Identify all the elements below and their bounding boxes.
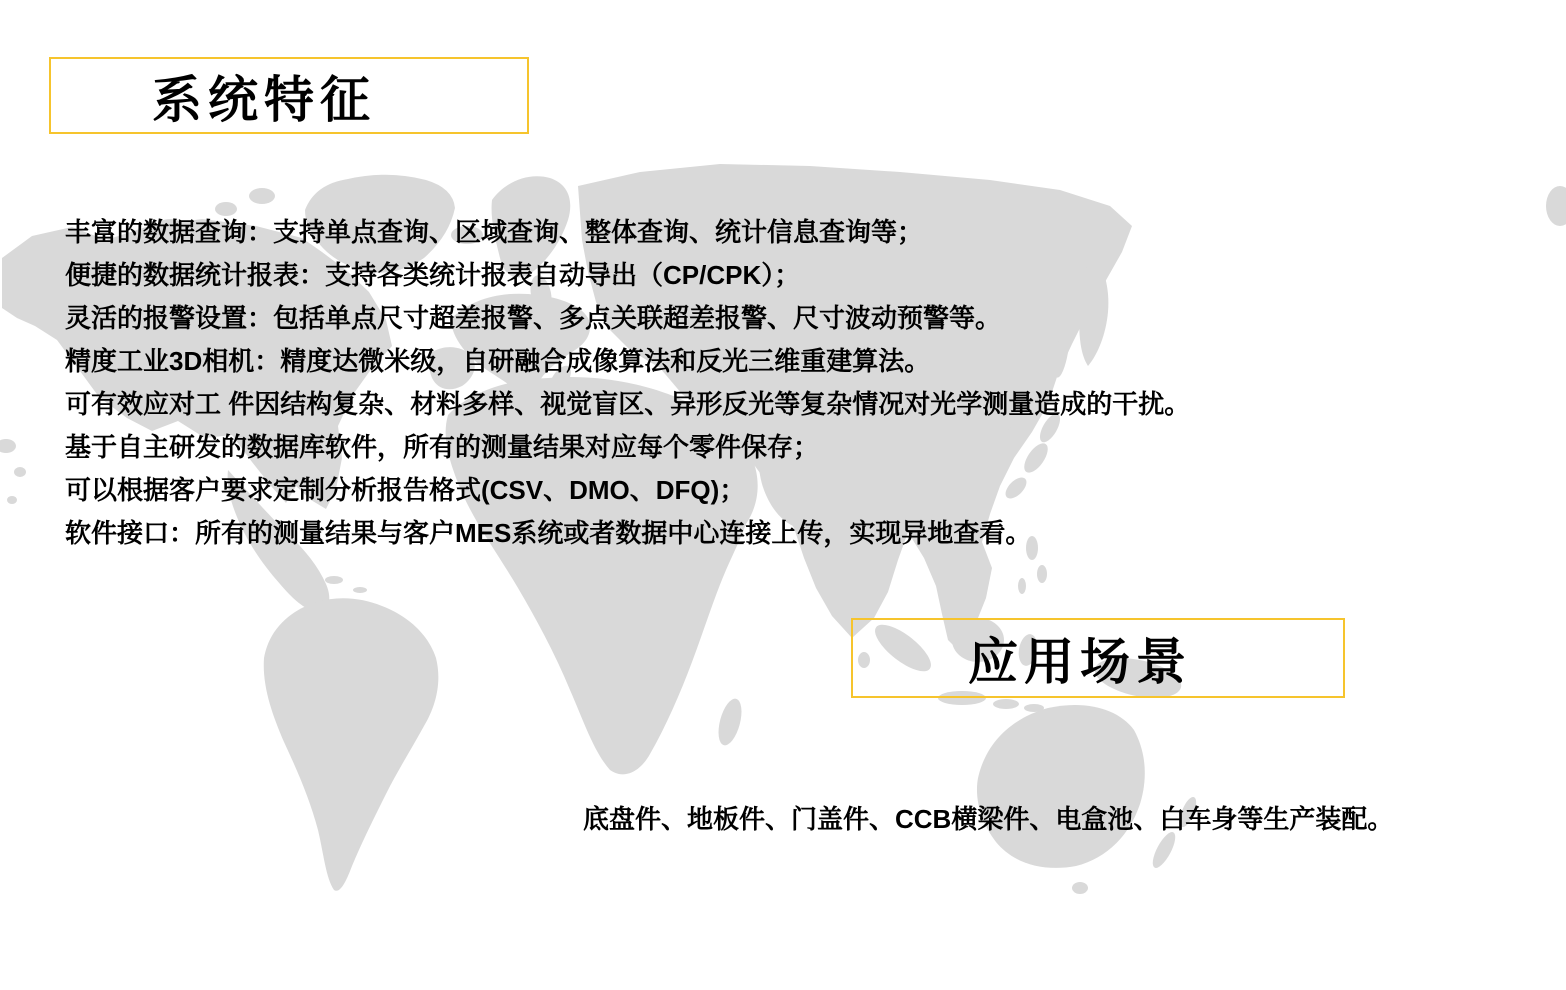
map-caribbean-island xyxy=(325,576,343,584)
map-south-america xyxy=(264,598,439,890)
map-left-islet xyxy=(7,496,17,504)
map-madagascar xyxy=(714,696,746,748)
feature-item: 可以根据客户要求定制分析报告格式(CSV、DMO、DFQ)； xyxy=(65,475,746,505)
feature-item: 可有效应对工 件因结构复杂、材料多样、视觉盲区、异形反光等复杂情况对光学测量造成的干扰。 xyxy=(65,389,1191,419)
map-philippines-island xyxy=(1018,578,1026,594)
applications-title-box xyxy=(851,618,1345,698)
map-java-island xyxy=(993,699,1019,709)
applications-title: 应用场景 xyxy=(968,634,1192,690)
map-east-russia-fragment xyxy=(1546,186,1566,226)
map-left-islet xyxy=(0,439,16,453)
feature-item: 灵活的报警设置：包括单点尺寸超差报警、多点关联超差报警、尺寸波动预警等。 xyxy=(65,303,1002,333)
map-caribbean-island xyxy=(353,587,367,593)
map-tasmania xyxy=(1072,882,1088,894)
map-caribbean-island xyxy=(289,568,315,576)
feature-item: 精度工业3D相机：精度达微米级，自研融合成像算法和反光三维重建算法。 xyxy=(65,346,931,376)
features-list xyxy=(65,211,1190,555)
map-australia xyxy=(977,705,1145,868)
map-arctic-island xyxy=(249,188,275,204)
feature-item: 丰富的数据查询：支持单点查询、区域查询、整体查询、统计信息查询等； xyxy=(65,217,924,247)
map-left-islet xyxy=(14,467,26,477)
features-title: 系统特征 xyxy=(152,71,376,128)
map-philippines-island xyxy=(1037,565,1047,583)
feature-item: 软件接口：所有的测量结果与客户MES系统或者数据中心连接上传，实现异地查看。 xyxy=(65,518,1032,548)
applications-text: 底盘件、地板件、门盖件、CCB横梁件、电盒池、白车身等生产装配。 xyxy=(583,804,1394,834)
feature-item: 便捷的数据统计报表：支持各类统计报表自动导出（CP/CPK）； xyxy=(65,260,801,290)
features-title-box xyxy=(49,57,529,134)
feature-item: 基于自主研发的数据库软件，所有的测量结果对应每个零件保存； xyxy=(65,432,820,462)
